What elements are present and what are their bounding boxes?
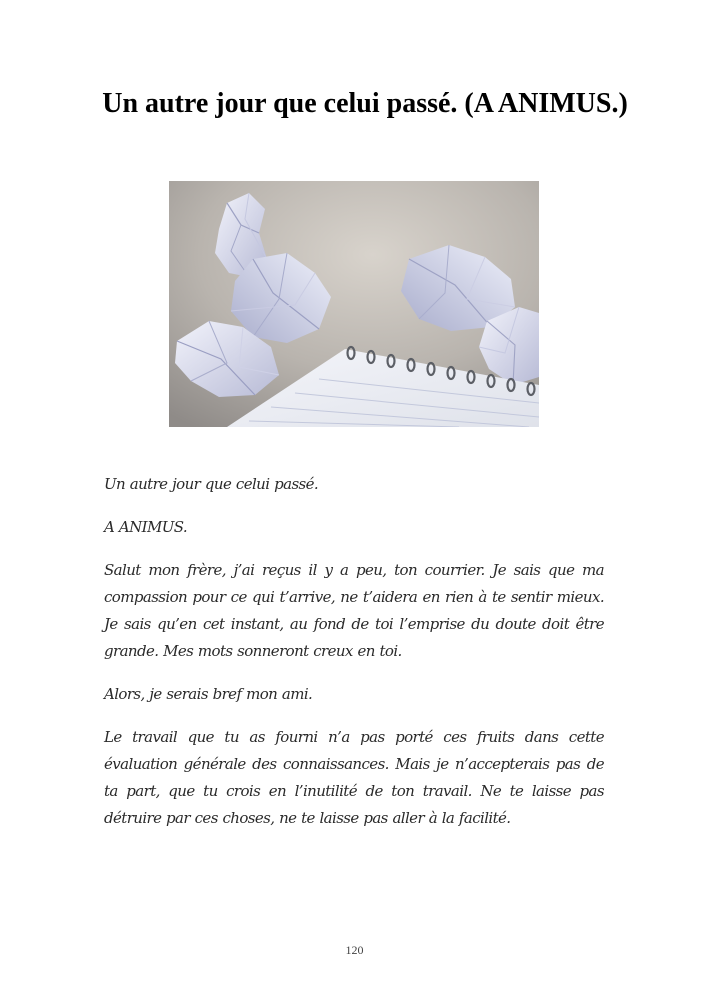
paragraph-greeting: Salut mon frère, j’ai reçus il y a peu, ton courrier. Je sais que ma compassion pour ce qui t’arrive, ne t’aidera en rien à te sentir mieux. Je sais qu’en cet instant, au fond de toi l’emprise du doute doit être grande. Mes mots sonneront creux en toi. bbox=[104, 561, 604, 660]
body-text bbox=[104, 471, 604, 848]
paragraph-addressee: A ANIMUS. bbox=[104, 518, 188, 536]
page-title: Un autre jour que celui passé. (A ANIMUS.) bbox=[102, 88, 628, 119]
paragraph-brief: Alors, je serais bref mon ami. bbox=[104, 685, 313, 703]
paragraph-heading: Un autre jour que celui passé. bbox=[104, 475, 319, 493]
page-number: 120 bbox=[345, 943, 364, 957]
paragraph-encouragement: Le travail que tu as fourni n’a pas porté ces fruits dans cette évaluation générale des connaissances. Mais je n’accepterais pas de ta part, que tu crois en l’inutilité de ton travail. Ne te laisse pas détruire par ces choses, ne te laisse pas aller à la facilité. bbox=[104, 728, 604, 827]
crumpled-paper-photo bbox=[169, 181, 539, 427]
